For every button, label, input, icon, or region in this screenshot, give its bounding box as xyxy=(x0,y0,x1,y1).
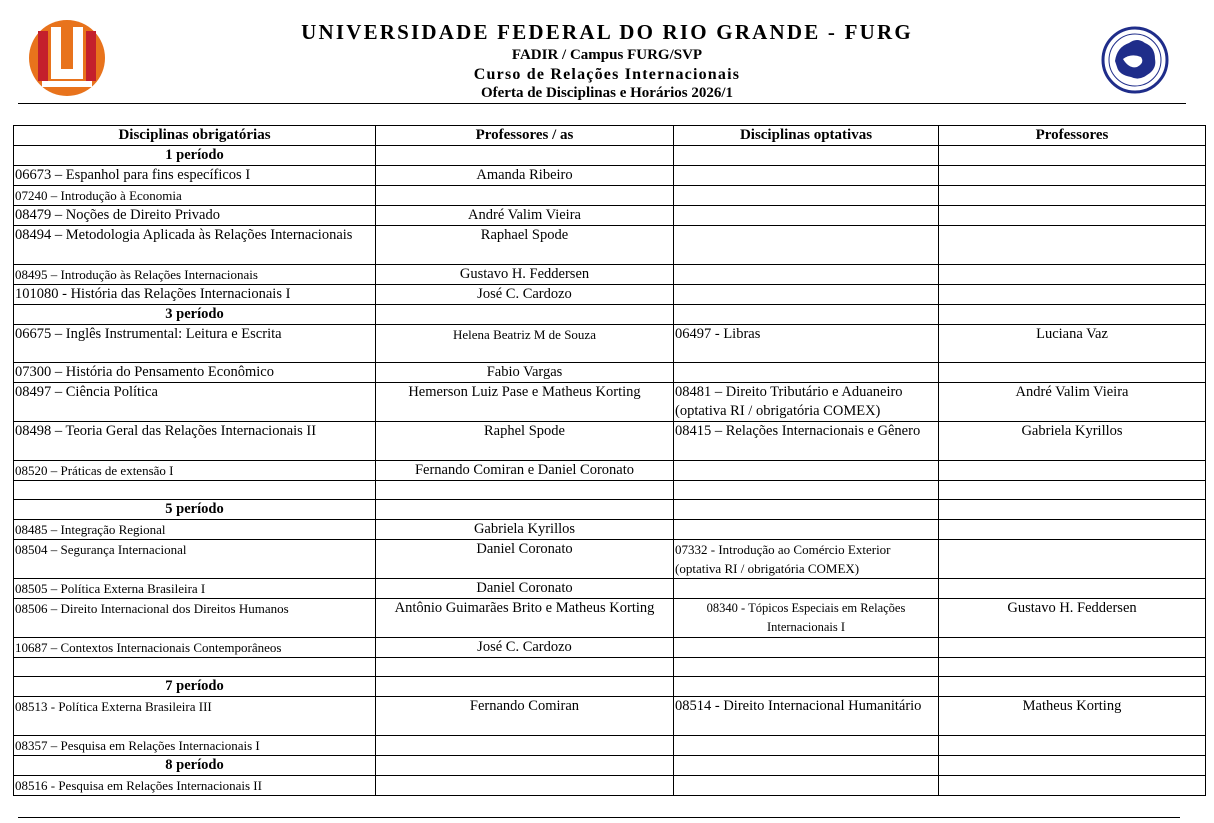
professor-cell: Daniel Coronato xyxy=(376,540,674,579)
column-header-mandatory: Disciplinas obrigatórias xyxy=(14,126,376,146)
table-row xyxy=(14,422,1206,461)
professor-cell: Daniel Coronato xyxy=(376,579,674,599)
optional-course-cell xyxy=(674,736,939,756)
optional-professor-cell xyxy=(939,481,1206,500)
professor-cell xyxy=(376,658,674,677)
table-cell xyxy=(376,305,674,325)
course-cell: 08357 – Pesquisa em Relações Internacionais I xyxy=(14,736,376,756)
optional-professor-cell: Matheus Korting xyxy=(939,697,1206,736)
optional-course-cell xyxy=(674,481,939,500)
period-label: 8 período xyxy=(14,756,376,776)
table-row xyxy=(14,736,1206,756)
professor-cell: Antônio Guimarães Brito e Matheus Korting xyxy=(376,599,674,638)
course-cell: 08520 – Práticas de extensão I xyxy=(14,461,376,481)
period-label: 5 período xyxy=(14,500,376,520)
optional-professor-cell: Luciana Vaz xyxy=(939,325,1206,363)
course-offer-table xyxy=(13,125,1206,796)
optional-professor-cell xyxy=(939,461,1206,481)
footer-divider xyxy=(18,817,1180,818)
period-label: 3 período xyxy=(14,305,376,325)
table-row xyxy=(14,383,1206,422)
table-row xyxy=(14,166,1206,186)
professor-cell: José C. Cardozo xyxy=(376,285,674,305)
professor-cell: André Valim Vieira xyxy=(376,206,674,226)
course-cell xyxy=(14,658,376,677)
professor-cell: Raphel Spode xyxy=(376,422,674,461)
table-cell xyxy=(376,756,674,776)
course-title: Curso de Relações Internacionais xyxy=(473,66,741,83)
professor-cell: Amanda Ribeiro xyxy=(376,166,674,186)
table-cell xyxy=(674,756,939,776)
column-header-optional-professors: Professores xyxy=(939,126,1206,146)
table-cell xyxy=(376,677,674,697)
table-row xyxy=(14,363,1206,383)
table-row xyxy=(14,206,1206,226)
course-cell: 08497 – Ciência Política xyxy=(14,383,376,422)
optional-course-cell xyxy=(674,206,939,226)
table-row xyxy=(14,186,1206,206)
optional-professor-cell xyxy=(939,520,1206,540)
optional-course-cell xyxy=(674,579,939,599)
professor-cell: Fernando Comiran e Daniel Coronato xyxy=(376,461,674,481)
optional-course-cell: 08415 – Relações Internacionais e Gênero xyxy=(674,422,939,461)
optional-professor-cell xyxy=(939,579,1206,599)
table-row xyxy=(14,776,1206,796)
table-row xyxy=(14,325,1206,363)
table-cell xyxy=(939,677,1206,697)
optional-professor-cell xyxy=(939,638,1206,658)
optional-course-cell xyxy=(674,520,939,540)
faculty-title: FADIR / Campus FURG/SVP xyxy=(511,47,703,63)
optional-professor-cell: André Valim Vieira xyxy=(939,383,1206,422)
table-row xyxy=(14,579,1206,599)
optional-course-cell xyxy=(674,658,939,677)
professor-cell xyxy=(376,481,674,500)
table-cell xyxy=(939,756,1206,776)
table-cell xyxy=(376,500,674,520)
professor-cell: Hemerson Luiz Pase e Matheus Korting xyxy=(376,383,674,422)
table-cell xyxy=(376,146,674,166)
optional-course-cell xyxy=(674,265,939,285)
optional-course-cell xyxy=(674,363,939,383)
optional-course-cell xyxy=(674,285,939,305)
table-row xyxy=(14,285,1206,305)
course-cell: 08479 – Noções de Direito Privado xyxy=(14,206,376,226)
course-cell: 08505 – Política Externa Brasileira I xyxy=(14,579,376,599)
course-cell: 08498 – Teoria Geral das Relações Internacionais II xyxy=(14,422,376,461)
professor-cell: Helena Beatriz M de Souza xyxy=(376,325,674,363)
optional-course-cell: 08481 – Direito Tributário e Aduaneiro (optativa RI / obrigatória COMEX) xyxy=(674,383,939,422)
professor-cell xyxy=(376,186,674,206)
course-cell: 10687 – Contextos Internacionais Contemporâneos xyxy=(14,638,376,658)
document-header xyxy=(0,0,1214,104)
period-row xyxy=(14,756,1206,776)
table-row xyxy=(14,599,1206,638)
period-row xyxy=(14,305,1206,325)
period-row xyxy=(14,146,1206,166)
period-label: 1 período xyxy=(14,146,376,166)
optional-course-cell xyxy=(674,226,939,265)
course-cell: 06673 – Espanhol para fins específicos I xyxy=(14,166,376,186)
table-cell xyxy=(939,146,1206,166)
header-divider xyxy=(18,103,1186,104)
optional-course-cell xyxy=(674,186,939,206)
university-seal-icon xyxy=(1101,25,1169,95)
professor-cell: Gustavo H. Feddersen xyxy=(376,265,674,285)
professor-cell xyxy=(376,736,674,756)
course-cell: 08495 – Introdução às Relações Internacionais xyxy=(14,265,376,285)
optional-professor-cell xyxy=(939,226,1206,265)
optional-course-cell: 07332 - Introdução ao Comércio Exterior (optativa RI / obrigatória COMEX) xyxy=(674,540,939,579)
period-row xyxy=(14,677,1206,697)
optional-professor-cell xyxy=(939,540,1206,579)
professor-cell: José C. Cardozo xyxy=(376,638,674,658)
optional-professor-cell xyxy=(939,363,1206,383)
table-row xyxy=(14,540,1206,579)
optional-course-cell: 08514 - Direito Internacional Humanitário xyxy=(674,697,939,736)
table-row xyxy=(14,520,1206,540)
university-title: UNIVERSIDADE FEDERAL DO RIO GRANDE - FURG xyxy=(301,20,913,44)
offer-title: Oferta de Disciplinas e Horários 2026/1 xyxy=(480,85,734,101)
course-cell: 07300 – História do Pensamento Econômico xyxy=(14,363,376,383)
table-cell xyxy=(674,305,939,325)
professor-cell: Gabriela Kyrillos xyxy=(376,520,674,540)
course-cell: 08494 – Metodologia Aplicada às Relações Internacionais xyxy=(14,226,376,265)
optional-professor-cell xyxy=(939,658,1206,677)
optional-professor-cell: Gabriela Kyrillos xyxy=(939,422,1206,461)
professor-cell: Fabio Vargas xyxy=(376,363,674,383)
table-row xyxy=(14,697,1206,736)
optional-course-cell xyxy=(674,776,939,796)
course-cell xyxy=(14,481,376,500)
optional-course-cell xyxy=(674,166,939,186)
optional-professor-cell xyxy=(939,776,1206,796)
optional-professor-cell xyxy=(939,206,1206,226)
course-cell: 08485 – Integração Regional xyxy=(14,520,376,540)
course-cell: 08516 - Pesquisa em Relações Internacionais II xyxy=(14,776,376,796)
table-row xyxy=(14,461,1206,481)
optional-professor-cell xyxy=(939,166,1206,186)
optional-professor-cell: Gustavo H. Feddersen xyxy=(939,599,1206,638)
table-cell xyxy=(674,500,939,520)
period-row xyxy=(14,500,1206,520)
professor-cell: Raphael Spode xyxy=(376,226,674,265)
optional-professor-cell xyxy=(939,186,1206,206)
optional-professor-cell xyxy=(939,285,1206,305)
table-cell xyxy=(939,500,1206,520)
course-cell: 08513 - Política Externa Brasileira III xyxy=(14,697,376,736)
table-cell xyxy=(674,146,939,166)
optional-professor-cell xyxy=(939,265,1206,285)
professor-cell: Fernando Comiran xyxy=(376,697,674,736)
column-header-professors: Professores / as xyxy=(376,126,674,146)
course-cell: 08504 – Segurança Internacional xyxy=(14,540,376,579)
table-row xyxy=(14,638,1206,658)
optional-course-cell: 06497 - Libras xyxy=(674,325,939,363)
column-header-optional: Disciplinas optativas xyxy=(674,126,939,146)
course-cell: 08506 – Direito Internacional dos Direitos Humanos xyxy=(14,599,376,638)
table-row xyxy=(14,226,1206,265)
table-row xyxy=(14,265,1206,285)
table-row xyxy=(14,658,1206,677)
course-cell: 101080 - História das Relações Internacionais I xyxy=(14,285,376,305)
period-label: 7 período xyxy=(14,677,376,697)
table-cell xyxy=(939,305,1206,325)
course-cell: 07240 – Introdução à Economia xyxy=(14,186,376,206)
table-cell xyxy=(674,677,939,697)
professor-cell xyxy=(376,776,674,796)
table-row xyxy=(14,481,1206,500)
table-header-row xyxy=(14,126,1206,146)
optional-professor-cell xyxy=(939,736,1206,756)
optional-course-cell: 08340 - Tópicos Especiais em Relações Internacionais I xyxy=(674,599,939,638)
optional-course-cell xyxy=(674,461,939,481)
optional-course-cell xyxy=(674,638,939,658)
course-cell: 06675 – Inglês Instrumental: Leitura e Escrita xyxy=(14,325,376,363)
